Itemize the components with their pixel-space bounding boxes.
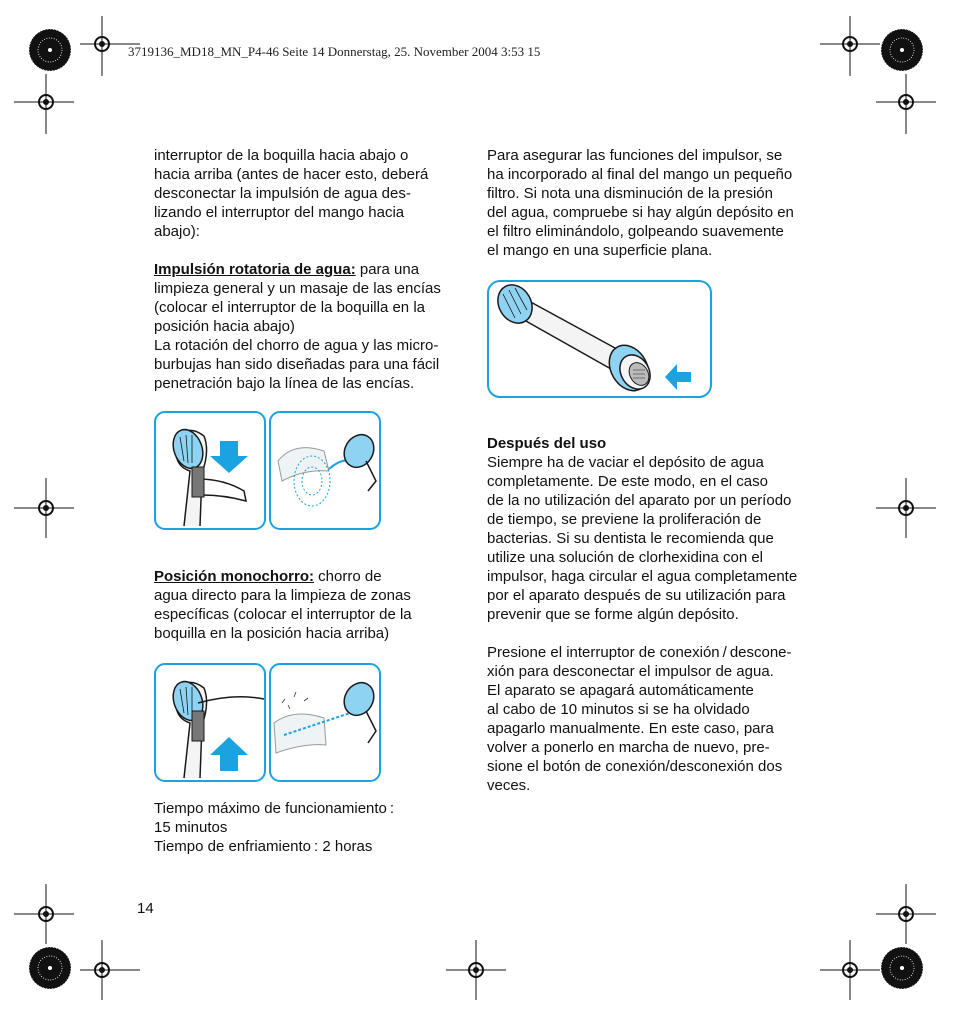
starburst-target-top-right <box>880 28 924 72</box>
registration-mark-top-left <box>80 16 140 76</box>
switch-line: apagarlo manualmente. En este caso, para <box>487 720 774 737</box>
rotary-line: burbujas han sido diseñadas para una fácil <box>154 356 440 373</box>
left-column-mono <box>154 567 474 643</box>
rotary-term: Impulsión rotatoria de agua: <box>154 261 356 278</box>
switch-line: El aparato se apagará automáticamente <box>487 682 754 699</box>
rotary-first-rest: para una <box>355 261 420 278</box>
mono-line: específicas (colocar el interruptor de la <box>154 606 412 623</box>
rotary-line: penetración bajo la línea de las encías. <box>154 375 415 392</box>
switch-line: Presione el interruptor de conexión / descone- <box>487 644 792 661</box>
starburst-target-bottom-right <box>880 946 924 990</box>
after-use-line: bacterias. Si su dentista le recomienda que <box>487 530 774 547</box>
page-number: 14 <box>137 900 154 917</box>
switch-line: sione el botón de conexión/desconexión dos <box>487 758 783 775</box>
intro-line: hacia arriba (antes de hacer esto, deberá <box>154 166 429 183</box>
mono-first-line <box>154 567 474 586</box>
filter-line: filtro. Si nota una disminución de la presión <box>487 185 773 202</box>
after-use-heading: Después del uso <box>487 435 607 452</box>
intro-line: abajo): <box>154 223 200 240</box>
registration-mark-right-middle <box>876 478 936 538</box>
figure-handle-filter <box>487 280 713 400</box>
filter-line: ha incorporado al final del mango un pequeño <box>487 166 793 183</box>
intro-line: interruptor de la boquilla hacia abajo o <box>154 147 409 164</box>
registration-mark-bottom-right <box>820 940 880 1000</box>
after-use-line: utilize una solución de clorhexidina con el <box>487 549 764 566</box>
figure-mono-jet <box>154 663 382 783</box>
switch-line: veces. <box>487 777 531 794</box>
after-use-line: completamente. De este modo, en el caso <box>487 473 768 490</box>
rotary-line: La rotación del chorro de agua y las micro- <box>154 337 439 354</box>
filter-line: del agua, compruebe si hay algún depósito en <box>487 204 794 221</box>
after-use-line: de tiempo, se previene la proliferación de <box>487 511 762 528</box>
intro-line: lizando el interruptor del mango hacia <box>154 204 405 221</box>
switch-line: xión para desconectar el impulsor de agua. <box>487 663 774 680</box>
switch-line: al cabo de 10 minutos si se ha olvidado <box>487 701 750 718</box>
registration-mark-right-upper <box>876 74 936 134</box>
after-use-line: impulsor, haga circular el agua completamente <box>487 568 798 585</box>
registration-mark-top-right <box>820 16 880 76</box>
registration-mark-left-lower <box>14 884 74 944</box>
rotary-line: limpieza general y un masaje de las encías <box>154 280 441 297</box>
after-use-line: de la no utilización del aparato por un período <box>487 492 792 509</box>
mono-term: Posición monochorro: <box>154 568 315 585</box>
left-column-top <box>154 146 474 393</box>
mono-first-rest: chorro de <box>314 568 382 585</box>
figure-rotary-jet <box>154 411 382 531</box>
mono-line: agua directo para la limpieza de zonas <box>154 587 411 604</box>
time-line: 15 minutos <box>154 819 228 836</box>
time-line: Tiempo máximo de funcionamiento : <box>154 800 395 817</box>
registration-mark-bottom-left <box>80 940 140 1000</box>
registration-mark-left-middle <box>14 478 74 538</box>
rotary-line: posición hacia abajo) <box>154 318 295 335</box>
filter-line: el filtro eliminándolo, golpeando suavemente <box>487 223 784 240</box>
mono-line: boquilla en la posición hacia arriba) <box>154 625 390 642</box>
print-slug: 3719136_MD18_MN_P4-46 Seite 14 Donnerstag, 25. November 2004 3:53 15 <box>128 44 541 59</box>
registration-mark-right-lower <box>876 884 936 944</box>
after-use-line: Siempre ha de vaciar el depósito de agua <box>487 454 764 471</box>
filter-line: el mango en una superficie plana. <box>487 242 713 259</box>
left-column-times <box>154 799 474 856</box>
registration-mark-bottom-center <box>446 940 506 1000</box>
starburst-target-top-left <box>28 28 72 72</box>
registration-mark-left-upper <box>14 74 74 134</box>
starburst-target-bottom-left <box>28 946 72 990</box>
right-column-filter <box>487 146 827 260</box>
after-use-line: prevenir que se forme algún depósito. <box>487 606 739 623</box>
time-line: Tiempo de enfriamiento : 2 horas <box>154 838 373 855</box>
intro-line: desconectar la impulsión de agua des- <box>154 185 411 202</box>
rotary-line: (colocar el interruptor de la boquilla en la <box>154 299 425 316</box>
rotary-first-line <box>154 260 474 279</box>
right-column-after-use <box>487 434 827 795</box>
after-use-line: por el aparato después de su utilización para <box>487 587 786 604</box>
switch-line: volver a ponerlo en marcha de nuevo, pre- <box>487 739 770 756</box>
filter-line: Para asegurar las funciones del impulsor, se <box>487 147 783 164</box>
